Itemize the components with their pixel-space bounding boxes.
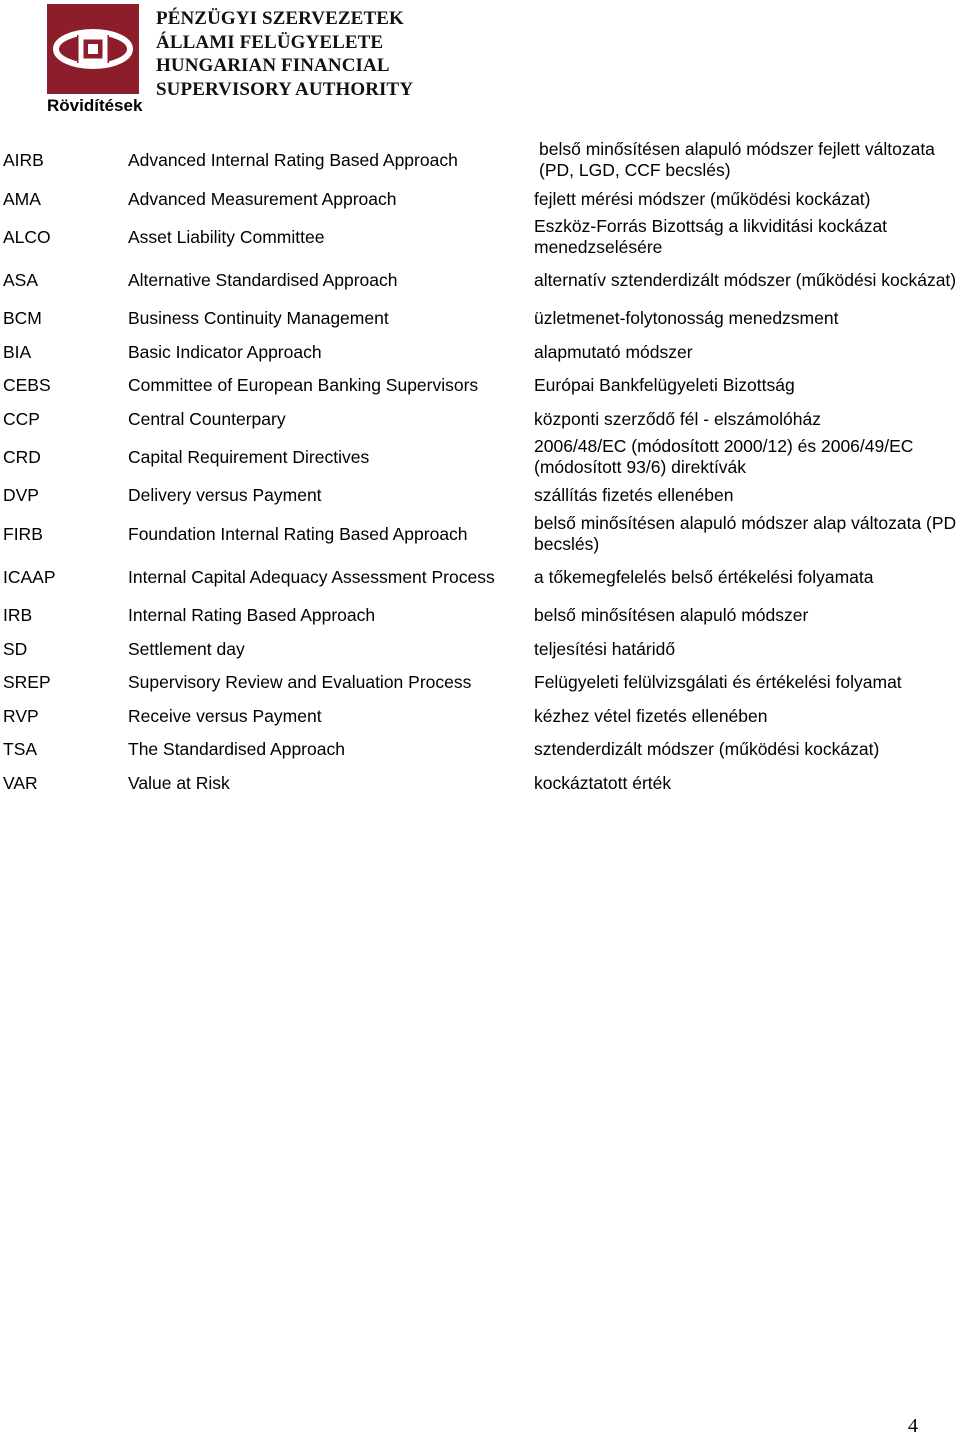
english-term-cell: The Standardised Approach xyxy=(128,738,345,759)
table-row xyxy=(0,484,960,506)
hungarian-term-cell: belső minősítésen alapuló módszer alap változata (PD becslés) xyxy=(534,513,957,554)
hungarian-term-cell: alternatív sztenderdizált módszer (működési kockázat) xyxy=(534,269,957,290)
table-row xyxy=(0,341,960,363)
hungarian-term-cell: központi szerződő fél - elszámolóház xyxy=(534,408,821,429)
table-row xyxy=(0,138,960,182)
abbreviation-cell: TSA xyxy=(3,738,38,759)
table-row xyxy=(0,258,960,302)
hungarian-term-cell: sztenderdizált módszer (működési kockázat) xyxy=(534,738,880,759)
english-term-cell: Settlement day xyxy=(128,638,245,659)
table-row xyxy=(0,604,960,626)
hungarian-term-cell: Felügyeleti felülvizsgálati és értékelési folyamat xyxy=(534,671,902,692)
abbreviation-cell: ICAAP xyxy=(3,566,56,587)
english-term-cell: Capital Requirement Directives xyxy=(128,446,370,467)
abbreviation-cell: FIRB xyxy=(3,523,43,544)
table-row xyxy=(0,307,960,329)
abbreviation-cell: SD xyxy=(3,638,28,659)
english-term-cell: Alternative Standardised Approach xyxy=(128,269,398,290)
table-row xyxy=(0,555,960,599)
english-term-cell: Value at Risk xyxy=(128,772,230,793)
abbreviation-cell: AIRB xyxy=(3,149,44,170)
abbreviation-cell: ASA xyxy=(3,269,39,290)
org-name-line: HUNGARIAN FINANCIAL xyxy=(156,55,390,76)
english-term-cell: Advanced Internal Rating Based Approach xyxy=(128,149,458,170)
abbreviation-cell: SREP xyxy=(3,671,51,692)
abbreviation-cell: BCM xyxy=(3,307,42,328)
table-row xyxy=(0,435,960,479)
english-term-cell: Basic Indicator Approach xyxy=(128,341,322,362)
abbreviation-cell: RVP xyxy=(3,705,39,726)
hungarian-term-cell: kockáztatott érték xyxy=(534,772,672,793)
abbreviation-cell: CCP xyxy=(3,408,40,429)
hungarian-term-cell: kézhez vétel fizetés ellenében xyxy=(534,705,768,726)
hungarian-term-cell: szállítás fizetés ellenében xyxy=(534,484,734,505)
abbreviation-cell: ALCO xyxy=(3,226,51,247)
english-term-cell: Committee of European Banking Supervisors xyxy=(128,374,479,395)
abbreviation-cell: CRD xyxy=(3,446,41,467)
english-term-cell: Asset Liability Committee xyxy=(128,226,325,247)
table-row xyxy=(0,705,960,727)
english-term-cell: Supervisory Review and Evaluation Process xyxy=(128,671,472,692)
table-row xyxy=(0,512,960,556)
hungarian-term-cell: fejlett mérési módszer (működési kockázat) xyxy=(534,188,871,209)
abbreviation-cell: AMA xyxy=(3,188,41,209)
hungarian-term-cell: Eszköz-Forrás Bizottság a likviditási kockázat menedzselésére xyxy=(534,216,888,257)
abbreviation-cell: IRB xyxy=(3,604,33,625)
english-term-cell: Receive versus Payment xyxy=(128,705,322,726)
table-row xyxy=(0,738,960,760)
table-row xyxy=(0,772,960,794)
abbreviation-cell: DVP xyxy=(3,484,39,505)
english-term-cell: Business Continuity Management xyxy=(128,307,389,328)
hungarian-term-cell: alapmutató módszer xyxy=(534,341,693,362)
page-number: 4 xyxy=(908,1415,918,1437)
table-row xyxy=(0,374,960,396)
abbreviation-cell: BIA xyxy=(3,341,32,362)
english-term-cell: Delivery versus Payment xyxy=(128,484,322,505)
org-name-line: SUPERVISORY AUTHORITY xyxy=(156,78,414,100)
organization-name xyxy=(156,7,413,101)
english-term-cell: Advanced Measurement Approach xyxy=(128,188,397,209)
hungarian-term-cell: 2006/48/EC (módosított 2000/12) és 2006/49/EC (módosított 93/6) direktívák xyxy=(534,436,914,477)
english-term-cell: Internal Rating Based Approach xyxy=(128,604,376,625)
table-row xyxy=(0,671,960,693)
org-name-line: PÉNZÜGYI SZERVEZETEK xyxy=(156,8,404,29)
table-row xyxy=(0,188,960,210)
section-title: Rövidítések xyxy=(47,96,143,115)
hungarian-term-cell: belső minősítésen alapuló módszer fejlett változata (PD, LGD, CCF becslés) xyxy=(539,139,935,180)
table-row xyxy=(0,215,960,259)
hungarian-term-cell: a tőkemegfelelés belső értékelési folyamata xyxy=(534,566,874,587)
hungarian-term-cell: teljesítési határidő xyxy=(534,638,676,659)
pszaf-logo-icon xyxy=(47,4,139,94)
english-term-cell: Internal Capital Adequacy Assessment Process xyxy=(128,566,495,587)
hungarian-term-cell: Európai Bankfelügyeleti Bizottság xyxy=(534,374,795,395)
org-name-line: ÁLLAMI FELÜGYELETE xyxy=(156,31,384,53)
table-row xyxy=(0,638,960,660)
table-row xyxy=(0,408,960,430)
hungarian-term-cell: üzletmenet-folytonosság menedzsment xyxy=(534,307,839,328)
hungarian-term-cell: belső minősítésen alapuló módszer xyxy=(534,604,809,625)
abbreviation-cell: CEBS xyxy=(3,374,51,395)
english-term-cell: Foundation Internal Rating Based Approach xyxy=(128,523,468,544)
abbreviation-cell: VAR xyxy=(3,772,38,793)
english-term-cell: Central Counterpary xyxy=(128,408,286,429)
